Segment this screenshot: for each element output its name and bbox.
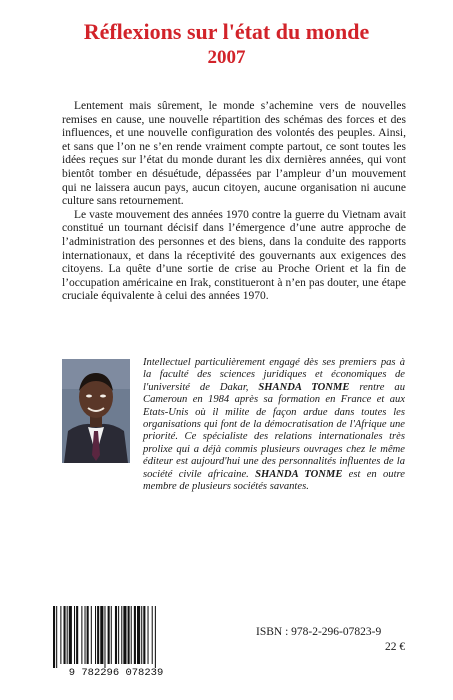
- book-title: Réflexions sur l'état du monde: [83, 19, 370, 44]
- barcode: [45, 604, 188, 678]
- barcode-bar: [97, 606, 99, 664]
- paragraph-1: Lentement mais sûrement, le monde s’achemine vers de nouvelles remises en cause, une nouvelle répartition des schémas des forces et des influences, et une nouvelle configuration des volontés des peuples. Ainsi, et sans que l’on ne s’en rende vraiment compte partout, ce sont toutes les idées reçues sur l’état du monde durant les dix dernières années, qui vont bientôt tomber en désuétude, dépassées par l’ampleur d’un mouvement qui ne laissera aucun pays, aucun citoyen, aucune organisation ni aucune culture sans retournement.: [62, 100, 406, 208]
- back-cover-text: [62, 100, 406, 304]
- barcode-bar: [76, 606, 78, 664]
- barcode-bar: [111, 606, 112, 664]
- book-year: 2007: [207, 47, 246, 68]
- barcode-bar: [69, 606, 72, 664]
- author-bio: Intellectuel particulièrement engagé dès ses premiers pas à la faculté des sciences juridiques et économiques de l'université de Dakar, SHANDA TONME rentre au Cameroun en 1984 après sa formation en France et aux Etats-Unis où il milite de façon ardue dans toutes les organisations qui font de la démocratisation de l'Afrique une priorité. Ce spécialiste des relations internationales très prolixe qui a déjà commis plusieurs ouvrages chez le même éditeur est aujourd'hui une des personnalités influentes de la société civile africaine. SHANDA TONME est en outre membre de plusieurs sociétés savantes.: [143, 357, 405, 493]
- author-name: SHANDA TONME: [258, 381, 350, 393]
- barcode-bar: [108, 606, 110, 664]
- barcode-bar: [143, 606, 145, 664]
- barcode-digits: 9 782296 078239: [68, 667, 164, 678]
- author-name-2: SHANDA TONME: [255, 468, 343, 480]
- barcode-bar: [85, 606, 86, 664]
- barcode-bar: [60, 606, 61, 664]
- barcode-bar: [134, 606, 136, 664]
- barcode-bar: [155, 606, 156, 668]
- barcode-bar: [67, 606, 68, 664]
- barcode-bar: [100, 606, 103, 664]
- barcode-bar: [118, 606, 119, 664]
- barcode-bar: [141, 606, 142, 664]
- barcode-bar: [74, 606, 75, 664]
- barcode-bar: [121, 606, 122, 664]
- barcode-bar: [131, 606, 132, 664]
- barcode-bar: [64, 606, 66, 664]
- barcode-bar: [115, 606, 117, 664]
- barcode-bar: [128, 606, 130, 664]
- barcode-bar: [152, 606, 153, 664]
- barcode-bar: [137, 606, 140, 664]
- barcode-bar: [81, 606, 82, 664]
- barcode-bar: [87, 606, 89, 664]
- barcode-bar: [104, 606, 105, 668]
- barcode-bar: [95, 606, 96, 664]
- author-photo: [62, 359, 130, 463]
- paragraph-2: Le vaste mouvement des années 1970 contre la guerre du Vietnam avait constitué un tournant décisif dans l’émergence d’une autre approche de l’administration des personnes et des biens, dans la conduite des rapports internationaux, et dans la réceptivité des gouvernants aux exigences des citoyens. La quête d’une sortie de crise au Proche Orient et la fin de l’occupation américaine en Irak, constitueront à n’en pas douter, une étape cruciale équivalente à celui des années 1970.: [62, 208, 406, 303]
- price: 22 €: [385, 641, 406, 653]
- barcode-bar: [148, 606, 149, 664]
- barcode-bar: [123, 606, 126, 664]
- isbn: ISBN : 978-2-296-07823-9: [256, 626, 382, 638]
- barcode-bar: [91, 606, 92, 664]
- barcode-bar: [53, 606, 55, 668]
- barcode-bar: [56, 606, 57, 668]
